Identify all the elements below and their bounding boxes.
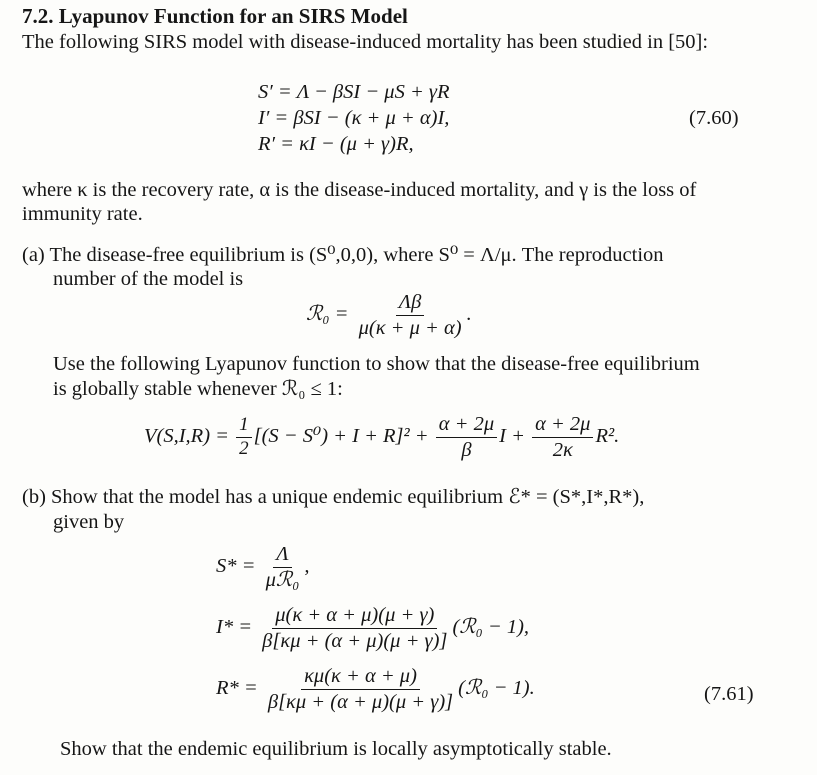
i-star-numerator: μ(κ + α + μ)(μ + γ) <box>272 604 437 629</box>
use-line-2: is globally stable whenever ℛ₀ ≤ 1: <box>53 378 343 400</box>
i-star-denominator: β[κμ + (α + μ)(μ + γ)] <box>262 629 448 652</box>
v-end: R². <box>595 424 620 447</box>
r0-denominator: μ(κ + μ + α) <box>358 316 462 339</box>
v-fraction-1-numerator: α + 2μ <box>436 413 497 438</box>
s-star-lhs: S* = <box>216 554 256 577</box>
equation-number-761: (7.61) <box>704 683 754 705</box>
r0-end: . <box>466 302 472 325</box>
i-star-fraction <box>259 604 450 652</box>
r0-formula <box>306 291 472 339</box>
r-star-numerator: κμ(κ + α + μ) <box>301 665 420 690</box>
where-line-2: immunity rate. <box>22 203 143 225</box>
r0-lhs: ℛ₀ = <box>306 302 349 325</box>
part-a-line-2: number of the model is <box>53 268 244 290</box>
equation-s-prime: S′ = Λ − βSI − μS + γR <box>258 81 450 103</box>
i-star-formula <box>216 604 529 652</box>
equation-r-prime: R′ = κI − (μ + γ)R, <box>258 133 414 155</box>
intro-text: The following SIRS model with disease-induced mortality has been studied in [50]: <box>22 31 709 53</box>
r0-fraction <box>356 291 465 339</box>
v-fraction-1-denominator: β <box>461 438 472 461</box>
s-star-numerator: Λ <box>273 543 291 568</box>
v-fraction-1 <box>436 413 497 461</box>
s-star-denominator: μℛ₀ <box>265 568 300 591</box>
equation-number-760: (7.60) <box>689 107 739 129</box>
r-star-denominator: β[κμ + (α + μ)(μ + γ)] <box>267 690 454 713</box>
where-line-1: where κ is the recovery rate, α is the disease-induced mortality, and γ is the loss of <box>22 179 697 201</box>
i-star-lhs: I* = <box>216 615 253 638</box>
v-fraction-2-numerator: α + 2μ <box>532 413 593 438</box>
v-lhs: V(S,I,R) = <box>144 424 229 447</box>
r-star-end: (ℛ₀ − 1). <box>458 676 535 699</box>
v-half-numerator: 1 <box>236 415 252 438</box>
s-star-fraction <box>263 543 303 591</box>
part-a-line-1: (a) The disease-free equilibrium is (S⁰,0,0), where S⁰ = Λ/μ. The reproduction <box>22 244 664 266</box>
equation-i-prime: I′ = βSI − (κ + μ + α)I, <box>258 107 450 129</box>
v-half-denominator: 2 <box>239 437 249 459</box>
v-middle-2: I + <box>499 424 525 447</box>
v-fraction-2 <box>532 413 593 461</box>
v-middle: [(S − S⁰) + I + R]² + <box>253 424 429 447</box>
r0-numerator: Λβ <box>396 291 425 316</box>
r-star-lhs: R* = <box>216 676 258 699</box>
r-star-formula <box>216 665 535 713</box>
v-fraction-2-denominator: 2κ <box>552 438 573 461</box>
i-star-end: (ℛ₀ − 1), <box>452 615 530 638</box>
r-star-fraction <box>265 665 456 713</box>
v-half-fraction <box>236 415 252 460</box>
section-title: 7.2. Lyapunov Function for an SIRS Model <box>22 4 408 28</box>
part-b-line-1: (b) Show that the model has a unique endemic equilibrium ℰ* = (S*,I*,R*), <box>22 486 645 508</box>
s-star-formula <box>216 543 310 591</box>
s-star-end: , <box>304 554 310 577</box>
use-line-1: Use the following Lyapunov function to show that the disease-free equilibrium <box>53 353 700 375</box>
part-b-line-2: given by <box>53 511 125 533</box>
lyapunov-function <box>144 413 619 461</box>
closing-text: Show that the endemic equilibrium is locally asymptotically stable. <box>60 738 612 760</box>
